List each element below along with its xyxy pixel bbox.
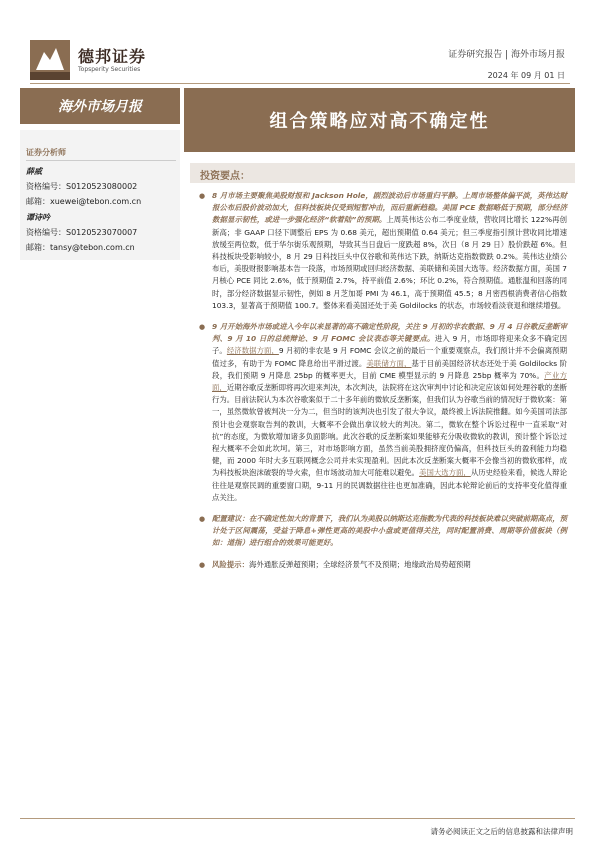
analyst-cert: 资格编号：S0120523070007 bbox=[26, 228, 138, 237]
brand-name: 德邦证券 bbox=[78, 47, 147, 66]
footer-disclaimer: 请务必阅读正文之后的信息披露和法律声明 bbox=[430, 827, 573, 836]
analyst-name: 谭诗吟 bbox=[26, 213, 50, 222]
report-type: 证券研究报告 | 海外市场月报 bbox=[448, 50, 565, 60]
bullet-icon: ● bbox=[199, 515, 206, 524]
analyst-heading: 证券分析师 bbox=[26, 148, 66, 157]
report-title: 组合策略应对高不确定性 bbox=[184, 88, 575, 152]
bullet-icon: ● bbox=[199, 323, 206, 332]
key-points-body bbox=[190, 190, 575, 580]
key-points-title: 投资要点： bbox=[200, 171, 250, 182]
analyst-divider bbox=[26, 160, 176, 161]
key-point-paragraph: ● 配置建议：在不确定性加大的背景下，我们认为美股以纳斯达克指数为代表的科技板块难以突破前期高点，预计处于区间震荡，受益于降息+弹性更高的美股中小盘或更值得关注，同时配置消费、周期等价值板块（例如：道指）进行组合的效果可能更好。 bbox=[199, 514, 567, 548]
header-divider bbox=[30, 83, 570, 84]
key-point-paragraph: ● 9 月开始海外市场或进入今年以来显著的高不确定性阶段，关注 9 月初的非农数据、9 月 4 日谷歌反垄断审判、9 月 10 日的总统辩论、9 月 FOMC 会议表态等关键要点。进入 9 月，市场即将迎来众多不确定因子。经济数据方面，9 月初的非农是 9 月 FOMC 会议之前的最后一个重要观察点，我们预计并不会偏离预期值过多，有助于为 FOMC 降息给出平滑过渡。美联储方面，基于目前美国经济状态还处于美 Goldilocks 阶段，我们预期 9 月降息 25bp 的概率更大，目前 CME 模型显示的 9 月降息 25bp 概率为 70%。产业方面，近期谷歌反垄断即将再次迎来判决，本次判决，法院将在这次审判中讨论和决定应该如何处理谷歌的垄断行为。目前法院认为本次谷歌案似于二十多年前的微软反垄断案，但我们认为谷歌当前的情况好于微软案：第一，虽然微软曾被判决一分为二，但当时的该判决也引发了很大争议，最终被上诉法院推翻。如今美国司法部预计也会观察取告判的教训，大概率不会做出拿议较大的判决。第二，微软在整个诉讼过程中一直采取“对抗”的态度，为微软增加诸多负面影响。此次谷歌的反垄断案如果能够充分吸收微软的教训，预计整个诉讼过程大概率不会如此坎坷。第三，对市场影响方面，虽然当前美股拥挤度仍偏高，但科技巨头的盈利能力均稳健，而 2000 年时大多互联网概念公司并未实现盈利。因此本次反垄断案大概率不会像当初的微软那样，成为科技板块泡沫破裂的导火索，但市场波动加大可能难以避免。美国大选方面，从历史经验来看，候选人辩论往往是观察民调的重要窗口期，9-11 月的民调数据往往也更加准确，因此本轮辩论前后的支持率变化值得重点关注。 bbox=[199, 322, 567, 502]
section-banner: 海外市场月报 bbox=[20, 88, 180, 124]
analyst-email[interactable]: 邮箱：xuewei@tebon.com.cn bbox=[26, 197, 142, 206]
analyst-email[interactable]: 邮箱：tansy@tebon.com.cn bbox=[26, 243, 135, 252]
bullet-icon: ● bbox=[199, 192, 206, 200]
bullet-icon: ● bbox=[199, 560, 206, 569]
report-date: 2024 年 09 月 01 日 bbox=[487, 71, 565, 80]
analyst-cert: 资格编号：S0120523080002 bbox=[26, 182, 138, 191]
key-point-paragraph: ● 8 月市场主要聚焦美股财报和 Jackson Hole，剧烈波动后市场重归平静。上周市场整体偏平淡，英伟达财报公布后股价波动加大，但科技板块仅受到短暂冲击，而后重新趋稳。美国 PCE 数据略低于预期，部分经济数据显示韧性，或进一步强化经济“软着陆”的预期。上周英伟达公布二季度业绩，营收同比增长 122%再创新高；非 GAAP 口径下调整后 EPS 为 0.68 美元，超出预期值 0.64 美元；但三季度指引预计营收同比增速放缓至两位数，低于华尔街乐观预期，导致其当日盘后一度跌超 8%，次日（8 月 29 日）股价跌超 6%。但科技板块受影响较小，8 月 29 日科技巨头中仅谷歌和英伟达下跌，纳斯达克指数微跌 0.2%。英伟达业绩公布后，美股财报影响基本告一段落，市场预期或回归经济数据、美联储和美国大选等。经济数据方面，美国 7 月核心 PCE 同比 2.6%，低于预期值 2.7%，持平前值 2.6%；环比 0.2%，符合预期值。通胀温和回落的同时，部分经济数据显示韧性，例如 8 月芝加哥 PMI 为 46.1，高于预期值 45.5；8 月密西根消费者信心指数 103.3，显著高于预期值 100.7。整体来看美国还处于美 Goldilocks 的状态，市场较看淡衰退和继续增强。 bbox=[199, 191, 567, 310]
brand-name-en: Topsperity Securities bbox=[78, 66, 141, 73]
footer-divider bbox=[20, 818, 575, 819]
brand-logo-icon bbox=[30, 40, 70, 80]
analyst-name: 薛威 bbox=[26, 167, 42, 176]
risk-paragraph: ● 风险提示：海外通胀反弹超预期；全球经济景气不及预期；地缘政治局势超预期 bbox=[190, 559, 575, 571]
